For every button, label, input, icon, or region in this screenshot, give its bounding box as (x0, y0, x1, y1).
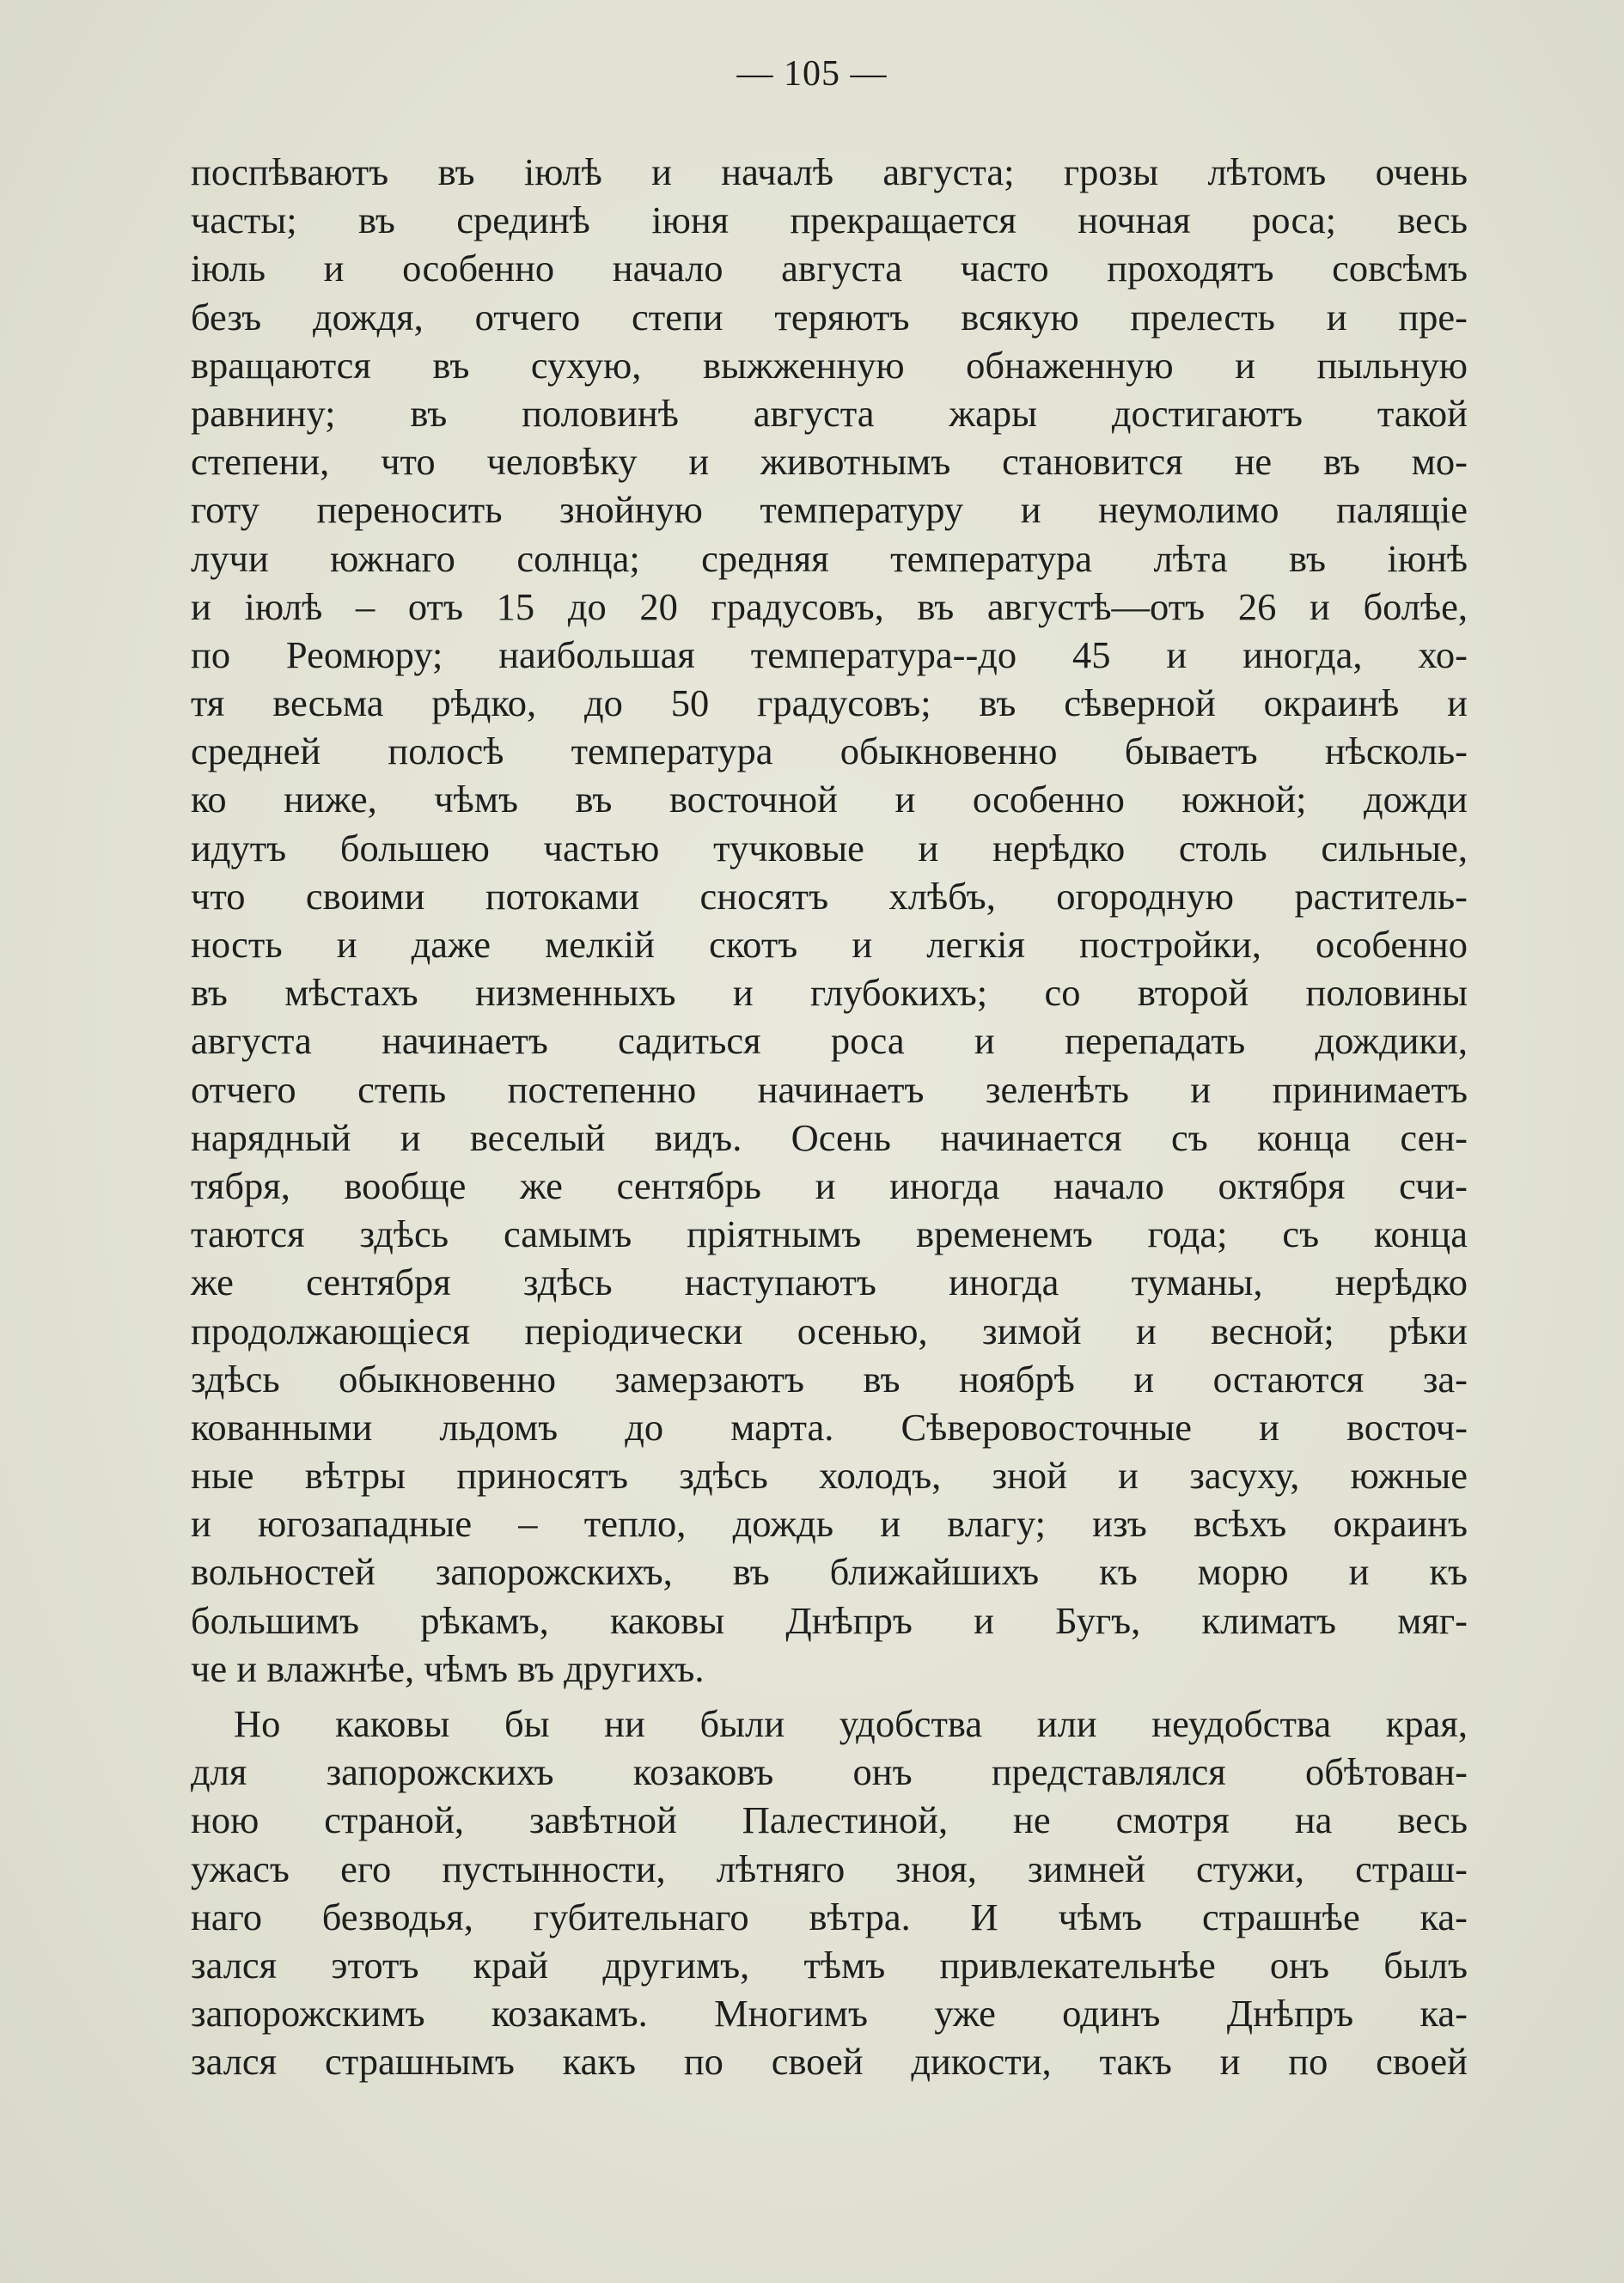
text-line: вращаются въ сухую, выжженную обнаженную и пыльную (191, 343, 1468, 387)
text-line: лучи южнаго солнца; средняя температура лѣта въ іюнѣ (191, 536, 1468, 580)
text-line: ность и даже мелкій скотъ и легкія постройки, особенно (191, 923, 1468, 966)
text-line: безъ дождя, отчего степи теряютъ всякую прелесть и пре- (191, 295, 1468, 339)
text-line: Но каковы бы ни были удобства или неудобства края, (234, 1702, 1468, 1745)
paragraph-gap (191, 1693, 1468, 1700)
text-line: степени, что человѣку и животнымъ становится не въ мо- (191, 440, 1468, 484)
text-line: что своими потоками сносятъ хлѣбъ, огородную раститель- (191, 874, 1468, 918)
body-text (191, 148, 1468, 2086)
text-line: поспѣваютъ въ іюлѣ и началѣ августа; грозы лѣтомъ очень (191, 150, 1468, 193)
text-line: отчего степь постепенно начинаетъ зеленѣть и принимаетъ (191, 1067, 1468, 1111)
text-line: че и влажнѣе, чѣмъ въ другихъ. (191, 1646, 705, 1690)
page-number: — 105 — (736, 54, 888, 94)
text-line: зался этотъ край другимъ, тѣмъ привлекательнѣе онъ былъ (191, 1943, 1468, 1987)
text-line: ною страной, завѣтной Палестиной, не смотря на весь (191, 1798, 1468, 1842)
text-line: вольностей запорожскихъ, въ ближайшихъ къ морю и къ (191, 1550, 1468, 1594)
text-line: ужасъ его пустынности, лѣтняго зноя, зимней стужи, страш- (191, 1847, 1468, 1890)
text-line: часты; въ срединѣ іюня прекращается ночная роса; весь (191, 198, 1468, 242)
text-line: таются здѣсь самымъ пріятнымъ временемъ года; съ конца (191, 1212, 1468, 1256)
text-line: тя весьма рѣдко, до 50 градусовъ; въ сѣверной окраинѣ и (191, 681, 1468, 725)
text-line: и югозападные – тепло, дождь и влагу; изъ всѣхъ окраинъ (191, 1502, 1468, 1546)
text-line: средней полосѣ температура обыкновенно бываетъ нѣсколь- (191, 729, 1468, 773)
text-line: зался страшнымъ какъ по своей дикости, такъ и по своей (191, 2040, 1468, 2084)
text-line: по Реомюру; наибольшая температура--до 45 и иногда, хо- (191, 632, 1468, 676)
paragraph-1 (191, 148, 1468, 1693)
text-line: готу переносить знойную температуру и неумолимо палящіе (191, 488, 1468, 532)
text-line: въ мѣстахъ низменныхъ и глубокихъ; со второй половины (191, 971, 1468, 1015)
text-line: и іюлѣ – отъ 15 до 20 градусовъ, въ августѣ—отъ 26 и болѣе, (191, 584, 1468, 628)
text-line: продолжающіеся періодически осенью, зимой и весной; рѣки (191, 1309, 1468, 1352)
text-line: равнину; въ половинѣ августа жары достигаютъ такой (191, 391, 1468, 435)
text-line: большимъ рѣкамъ, каковы Днѣпръ и Бугъ, климатъ мяг- (191, 1598, 1468, 1642)
text-line: наго безводья, губительнаго вѣтра. И чѣмъ страшнѣе ка- (191, 1895, 1468, 1938)
text-line: для запорожскихъ козаковъ онъ представлялся обѣтован- (191, 1750, 1468, 1794)
text-line: іюль и особенно начало августа часто проходятъ совсѣмъ (191, 247, 1468, 290)
text-line: тября, вообще же сентябрь и иногда начало октября счи- (191, 1163, 1468, 1207)
text-line: здѣсь обыкновенно замерзаютъ въ ноябрѣ и остаются за- (191, 1357, 1468, 1401)
text-line: же сентября здѣсь наступаютъ иногда туманы, нерѣдко (191, 1261, 1468, 1304)
text-line: ко ниже, чѣмъ въ восточной и особенно южной; дожди (191, 778, 1468, 821)
text-line: запорожскимъ козакамъ. Многимъ уже одинъ Днѣпръ ка- (191, 1992, 1468, 2036)
paragraph-2 (191, 1700, 1468, 2086)
text-line: августа начинаетъ садиться роса и перепадать дождики, (191, 1019, 1468, 1063)
text-line: кованными льдомъ до марта. Сѣверовосточные и восточ- (191, 1405, 1468, 1449)
text-line: ные вѣтры приносятъ здѣсь холодъ, зной и засуху, южные (191, 1454, 1468, 1498)
text-line: нарядный и веселый видъ. Осень начинается съ конца сен- (191, 1115, 1468, 1159)
text-line: идутъ большею частью тучковые и нерѣдко столь сильные, (191, 826, 1468, 870)
